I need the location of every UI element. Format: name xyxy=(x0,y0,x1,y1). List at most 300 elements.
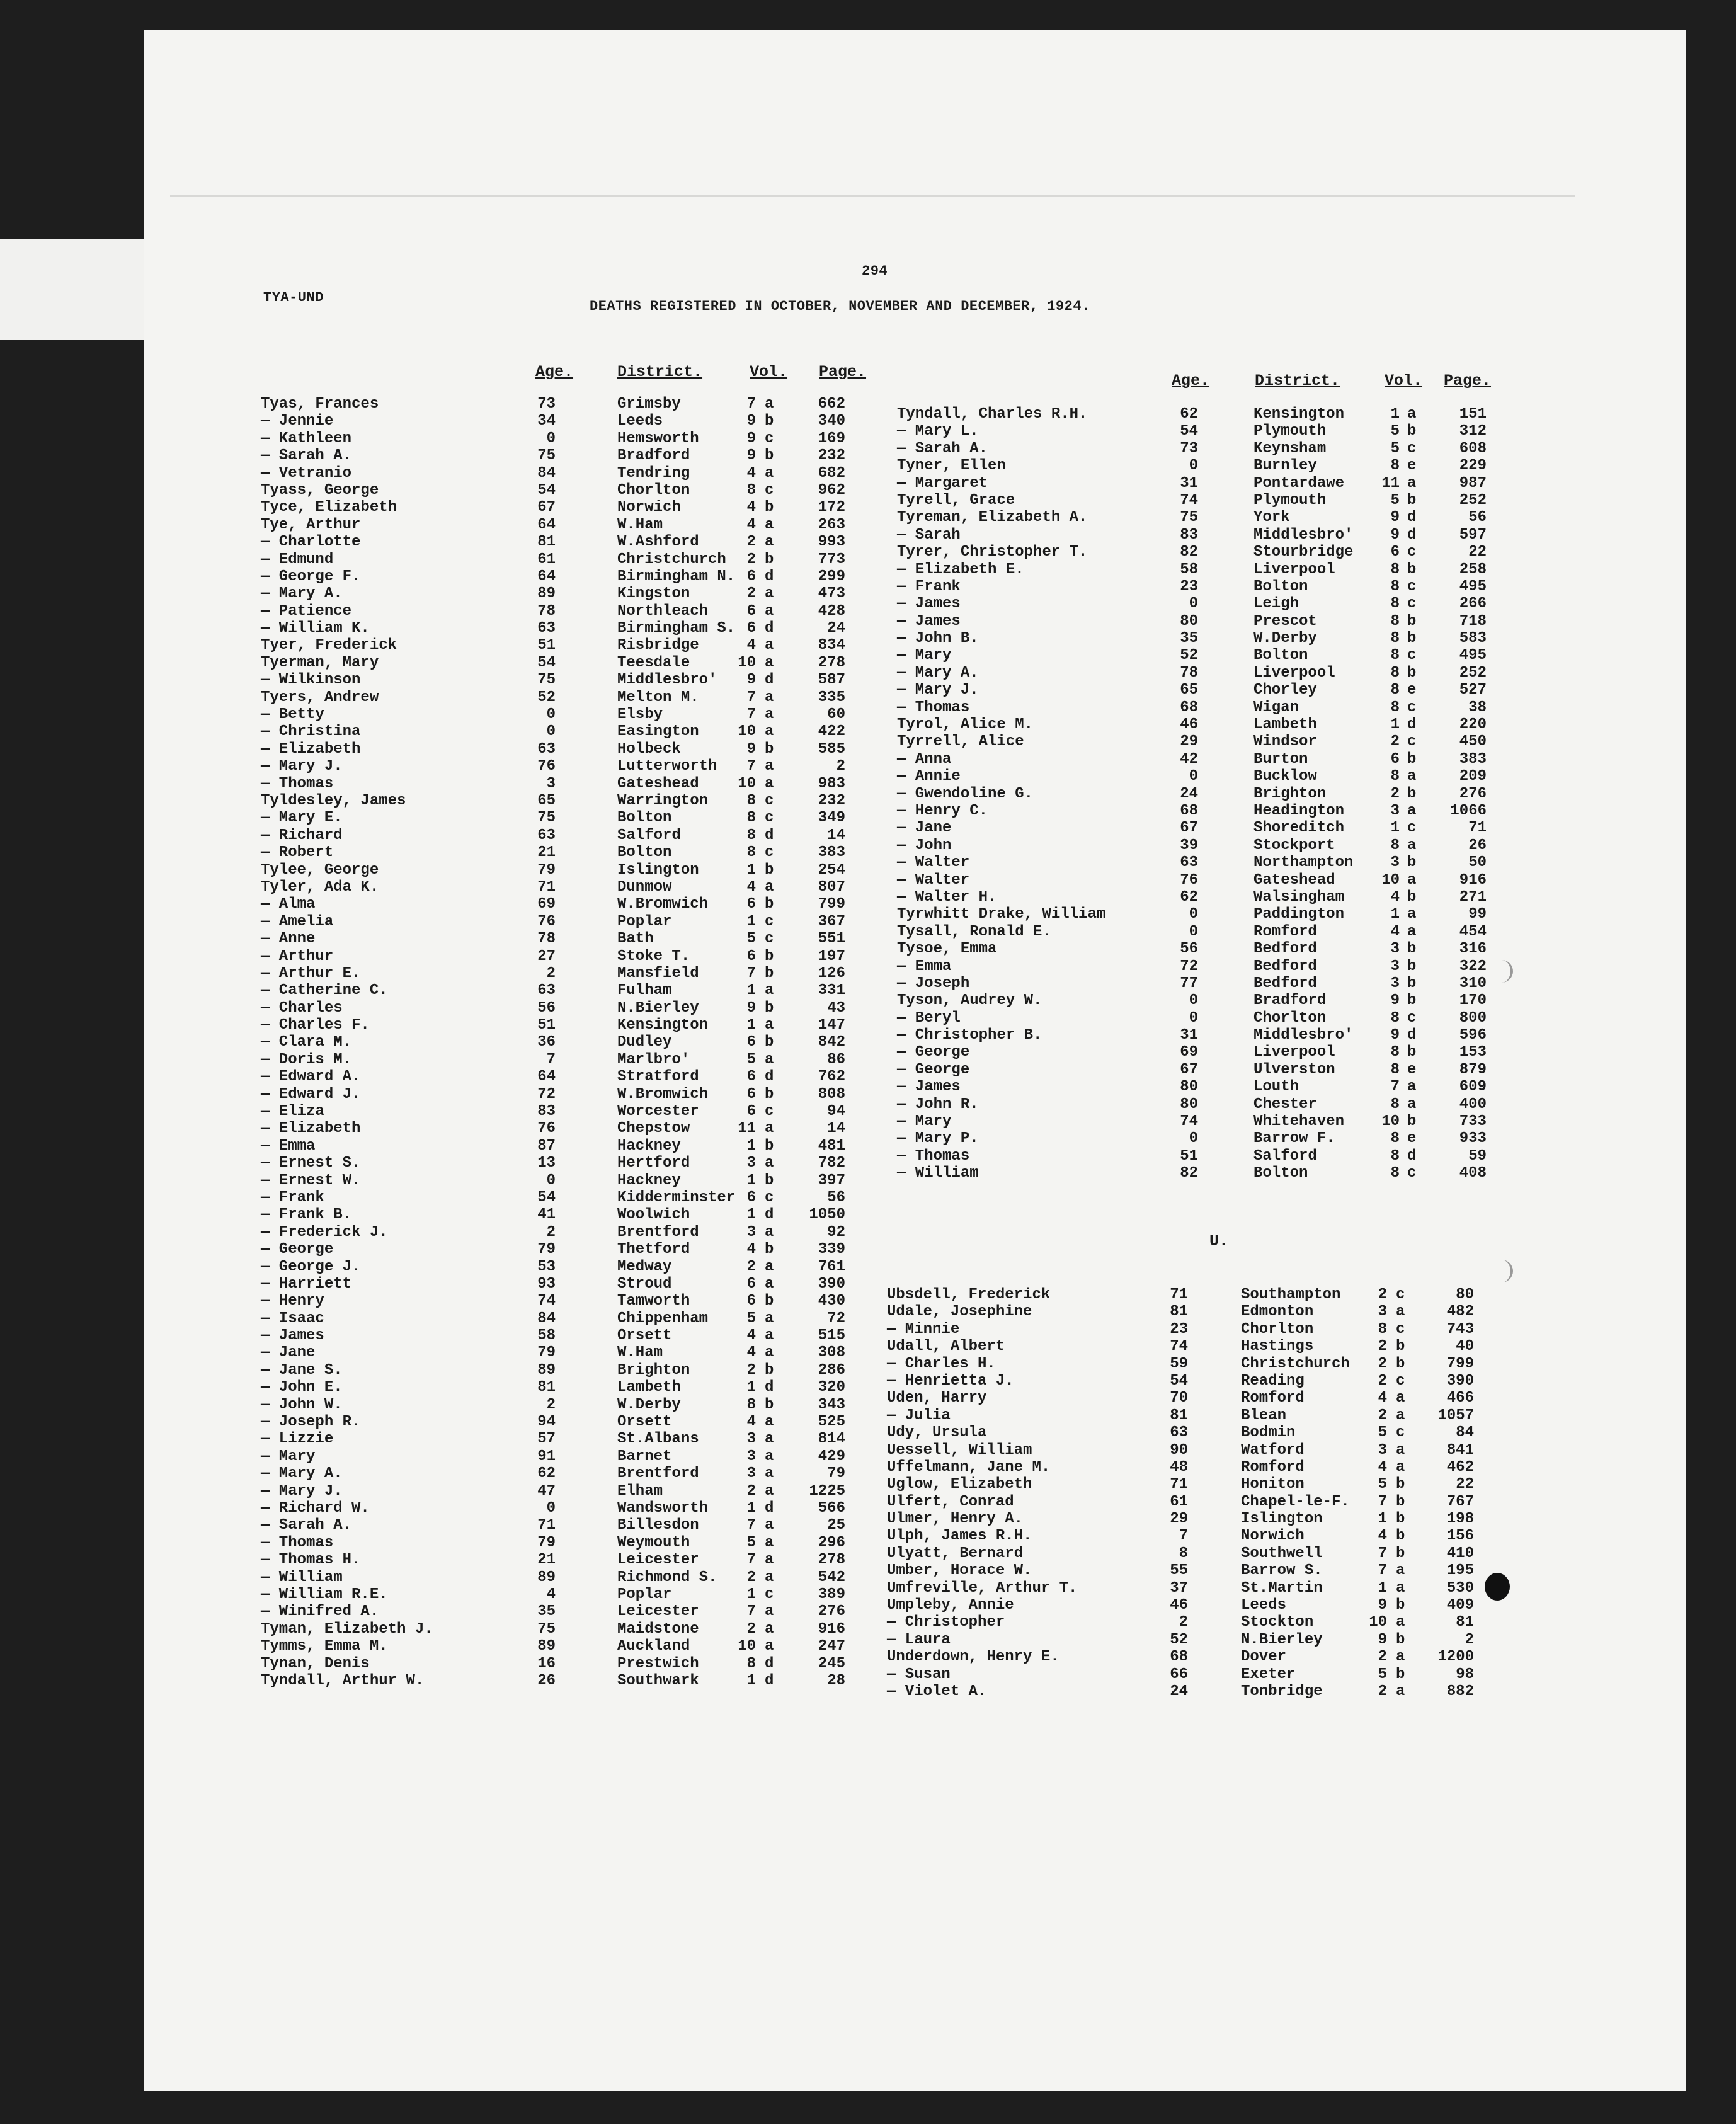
entry-page: 495 xyxy=(1459,578,1487,595)
register-row xyxy=(897,578,1502,595)
entry-page: 169 xyxy=(818,430,845,447)
entry-vol: 8 xyxy=(1390,1009,1400,1027)
entry-vol: 7 xyxy=(746,1603,756,1621)
entry-district: Northampton xyxy=(1253,854,1354,872)
entry-name: — James xyxy=(897,612,961,630)
entry-district: Burton xyxy=(1253,750,1308,768)
register-row xyxy=(261,844,865,861)
register-row xyxy=(897,699,1502,716)
register-row xyxy=(887,1321,1492,1338)
entry-district: Brighton xyxy=(1253,785,1327,802)
entry-letter: a xyxy=(765,1223,774,1241)
entry-vol: 9 xyxy=(746,999,756,1017)
register-row xyxy=(897,595,1502,612)
left-entry-list xyxy=(261,396,865,1689)
entry-letter: e xyxy=(1407,1130,1417,1148)
entry-page: 1225 xyxy=(809,1482,845,1500)
entry-page: 316 xyxy=(1459,940,1487,958)
entry-page: 530 xyxy=(1446,1579,1474,1597)
entry-age: 61 xyxy=(537,551,556,568)
entry-letter: a xyxy=(1396,1614,1405,1631)
entry-vol: 7 xyxy=(1390,1078,1400,1096)
entry-letter: a xyxy=(765,654,774,671)
entry-letter: d xyxy=(1407,509,1417,527)
entry-age: 63 xyxy=(1170,1424,1188,1442)
entry-page: 22 xyxy=(1456,1476,1474,1493)
entry-age: 81 xyxy=(1170,1407,1188,1424)
entry-name: Uglow, Elizabeth xyxy=(887,1476,1032,1493)
entry-letter: d xyxy=(1407,526,1417,544)
entry-district: Dudley xyxy=(617,1034,672,1051)
register-row xyxy=(897,527,1502,544)
entry-vol: 9 xyxy=(1390,992,1400,1010)
entry-vol: 4 xyxy=(746,878,756,896)
entry-district: Middlesbro' xyxy=(1253,526,1354,544)
entry-district: Grimsby xyxy=(617,396,681,413)
register-row xyxy=(261,1430,865,1447)
left-age-heading: Age. xyxy=(535,363,574,381)
entry-letter: b xyxy=(1407,992,1417,1010)
entry-page: 56 xyxy=(1468,509,1487,527)
entry-vol: 8 xyxy=(1390,1130,1400,1148)
entry-district: Easington xyxy=(617,723,699,741)
entry-name: Tyrwhitt Drake, William xyxy=(897,906,1106,923)
entry-name: Tyce, Elizabeth xyxy=(261,499,397,517)
entry-age: 27 xyxy=(537,947,556,965)
entry-letter: a xyxy=(1396,1441,1405,1459)
entry-age: 0 xyxy=(1189,923,1198,940)
entry-vol: 2 xyxy=(1378,1286,1387,1303)
register-row xyxy=(261,654,865,671)
entry-district: Keynsham xyxy=(1253,440,1327,457)
entry-letter: b xyxy=(765,1241,774,1259)
entry-page: 84 xyxy=(1456,1424,1474,1442)
page-title: DEATHS REGISTERED IN OCTOBER, NOVEMBER AND DECEMBER, 1924. xyxy=(590,299,1090,314)
entry-page: 389 xyxy=(818,1585,845,1603)
entry-name: Underdown, Henry E. xyxy=(887,1648,1059,1666)
entry-page: 495 xyxy=(1459,647,1487,665)
entry-letter: b xyxy=(765,1085,774,1103)
register-row xyxy=(261,758,865,775)
register-row xyxy=(887,1597,1492,1614)
register-row xyxy=(897,440,1502,457)
entry-vol: 4 xyxy=(1390,888,1400,906)
entry-age: 80 xyxy=(1180,612,1198,630)
entry-letter: b xyxy=(765,1034,774,1051)
register-row xyxy=(897,509,1502,526)
entry-vol: 2 xyxy=(1378,1355,1387,1373)
entry-vol: 1 xyxy=(746,1172,756,1189)
register-row xyxy=(897,716,1502,733)
entry-age: 76 xyxy=(537,1120,556,1138)
entry-district: Headington xyxy=(1253,802,1345,819)
entry-page: 583 xyxy=(1459,630,1487,648)
entry-page: 718 xyxy=(1459,612,1487,630)
entry-age: 37 xyxy=(1170,1579,1188,1597)
entry-page: 278 xyxy=(818,1551,845,1569)
entry-district: Blean xyxy=(1241,1407,1287,1424)
entry-age: 68 xyxy=(1180,802,1198,819)
entry-vol: 1 xyxy=(746,1379,756,1396)
entry-page: 232 xyxy=(818,447,845,465)
entry-letter: a xyxy=(1396,1390,1405,1407)
entry-age: 66 xyxy=(1170,1665,1188,1683)
entry-letter: a xyxy=(765,878,774,896)
entry-letter: c xyxy=(1407,699,1417,716)
entry-vol: 1 xyxy=(1390,716,1400,734)
entry-district: Chorlton xyxy=(617,481,690,499)
register-row xyxy=(887,1493,1492,1510)
entry-district: Risbridge xyxy=(617,637,699,654)
entry-page: 410 xyxy=(1446,1544,1474,1562)
entry-name: Tylee, George xyxy=(261,861,379,879)
entry-name: — Richard W. xyxy=(261,1500,370,1517)
entry-vol: 6 xyxy=(746,1068,756,1086)
entry-page: 320 xyxy=(818,1379,845,1396)
entry-district: Worcester xyxy=(617,1103,699,1121)
entry-district: Chippenham xyxy=(617,1310,709,1327)
entry-age: 24 xyxy=(1180,785,1198,802)
entry-letter: a xyxy=(1407,871,1417,889)
entry-age: 0 xyxy=(546,1500,556,1517)
register-row xyxy=(887,1356,1492,1373)
register-row xyxy=(261,913,865,930)
entry-name: Tyerman, Mary xyxy=(261,654,379,671)
entry-age: 89 xyxy=(537,1361,556,1379)
entry-vol: 4 xyxy=(746,637,756,654)
entry-letter: a xyxy=(765,1155,774,1172)
entry-age: 56 xyxy=(1180,940,1198,958)
entry-name: — Catherine C. xyxy=(261,982,388,1000)
entry-district: Kingston xyxy=(617,585,690,603)
register-row xyxy=(887,1459,1492,1476)
entry-name: Tyler, Ada K. xyxy=(261,878,379,896)
entry-age: 76 xyxy=(537,758,556,775)
entry-age: 64 xyxy=(537,1068,556,1086)
section-u-label: U. xyxy=(1209,1232,1229,1250)
register-row xyxy=(261,948,865,965)
entry-vol: 9 xyxy=(746,740,756,758)
entry-page: 987 xyxy=(1459,474,1487,492)
entry-letter: a xyxy=(765,1465,774,1483)
entry-letter: c xyxy=(765,844,774,862)
entry-page: 916 xyxy=(818,1620,845,1638)
register-row xyxy=(897,1027,1502,1044)
register-row xyxy=(261,465,865,482)
register-row xyxy=(261,1259,865,1276)
register-row xyxy=(897,768,1502,785)
entry-vol: 7 xyxy=(746,1517,756,1534)
register-row xyxy=(261,637,865,654)
entry-name: — Harriett xyxy=(261,1275,352,1293)
entry-age: 8 xyxy=(1179,1544,1188,1562)
entry-name: — Walter xyxy=(897,871,970,889)
entry-vol: 10 xyxy=(738,654,756,671)
entry-district: W.Derby xyxy=(617,1396,681,1413)
register-row xyxy=(897,665,1502,682)
entry-vol: 5 xyxy=(1378,1424,1387,1442)
entry-vol: 1 xyxy=(1390,906,1400,923)
entry-name: — Sarah A. xyxy=(261,447,352,465)
entry-district: Dunmow xyxy=(617,878,672,896)
entry-page: 841 xyxy=(1446,1441,1474,1459)
register-row xyxy=(261,741,865,758)
entry-age: 46 xyxy=(1180,716,1198,734)
entry-name: — Elizabeth E. xyxy=(897,561,1024,578)
entry-name: Udale, Josephine xyxy=(887,1303,1032,1321)
register-row xyxy=(887,1286,1492,1303)
entry-district: Brighton xyxy=(617,1361,690,1379)
entry-name: Tymms, Emma M. xyxy=(261,1638,388,1655)
entry-name: — Edward A. xyxy=(261,1068,361,1086)
entry-district: Salford xyxy=(1253,1147,1317,1165)
entry-age: 54 xyxy=(537,1189,556,1206)
entry-age: 52 xyxy=(537,688,556,706)
entry-name: — Clara M. xyxy=(261,1034,352,1051)
entry-age: 77 xyxy=(1180,974,1198,992)
entry-vol: 8 xyxy=(1390,578,1400,595)
entry-vol: 10 xyxy=(738,723,756,741)
entry-name: — Ernest S. xyxy=(261,1155,361,1172)
entry-age: 71 xyxy=(1170,1476,1188,1493)
entry-page: 147 xyxy=(818,1017,845,1034)
entry-letter: a xyxy=(765,1551,774,1569)
entry-letter: d xyxy=(765,1379,774,1396)
entry-age: 13 xyxy=(537,1155,556,1172)
entry-age: 89 xyxy=(537,1638,556,1655)
entry-vol: 10 xyxy=(1381,871,1400,889)
entry-name: Tyson, Audrey W. xyxy=(897,992,1042,1010)
entry-name: Tyrer, Christopher T. xyxy=(897,544,1088,561)
register-row xyxy=(261,827,865,844)
entry-vol: 1 xyxy=(1378,1579,1387,1597)
entry-page: 278 xyxy=(818,654,845,671)
entry-district: W.Ashford xyxy=(617,534,699,551)
entry-letter: d xyxy=(765,1655,774,1672)
entry-age: 84 xyxy=(537,464,556,482)
entry-page: 551 xyxy=(818,930,845,948)
entry-vol: 9 xyxy=(746,430,756,447)
entry-age: 67 xyxy=(1180,819,1198,837)
entry-page: 263 xyxy=(818,516,845,534)
entry-district: Christchurch xyxy=(617,551,726,568)
entry-name: — James xyxy=(897,595,961,613)
entry-name: — Mary xyxy=(897,647,952,665)
entry-name: — Elizabeth xyxy=(261,1120,361,1138)
entry-vol: 10 xyxy=(738,1638,756,1655)
entry-age: 67 xyxy=(1180,1061,1198,1078)
entry-name: Tyman, Elizabeth J. xyxy=(261,1620,433,1638)
entry-name: Tyers, Andrew xyxy=(261,688,379,706)
entry-age: 46 xyxy=(1170,1597,1188,1614)
entry-name: — Joseph xyxy=(897,974,970,992)
entry-page: 322 xyxy=(1459,957,1487,975)
entry-district: Maidstone xyxy=(617,1620,699,1638)
entry-name: — Charles H. xyxy=(887,1355,996,1373)
entry-age: 63 xyxy=(537,620,556,637)
entry-page: 349 xyxy=(818,809,845,827)
entry-district: Melton M. xyxy=(617,688,699,706)
register-row xyxy=(261,603,865,620)
register-row xyxy=(887,1631,1492,1648)
entry-district: Elsby xyxy=(617,706,663,724)
entry-name: — Henry C. xyxy=(897,802,988,819)
entry-vol: 8 xyxy=(1390,1044,1400,1061)
register-row xyxy=(261,930,865,947)
entry-vol: 3 xyxy=(1378,1441,1387,1459)
entry-letter: a xyxy=(1396,1407,1405,1424)
entry-letter: a xyxy=(765,1430,774,1448)
entry-page: 596 xyxy=(1459,1027,1487,1044)
entry-age: 74 xyxy=(1170,1338,1188,1356)
entry-page: 933 xyxy=(1459,1130,1487,1148)
entry-letter: a xyxy=(765,396,774,413)
entry-name: — Edmund xyxy=(261,551,334,568)
entry-page: 482 xyxy=(1446,1303,1474,1321)
entry-age: 52 xyxy=(1180,647,1198,665)
register-row xyxy=(261,1551,865,1568)
entry-age: 76 xyxy=(537,913,556,930)
left-page-heading: Page. xyxy=(819,363,867,381)
entry-age: 64 xyxy=(537,568,556,585)
entry-district: Honiton xyxy=(1241,1476,1305,1493)
entry-district: Salford xyxy=(617,826,681,844)
entry-page: 271 xyxy=(1459,888,1487,906)
entry-district: W.Ham xyxy=(617,516,663,534)
register-row xyxy=(261,1534,865,1551)
entry-age: 63 xyxy=(537,982,556,1000)
entry-letter: b xyxy=(765,740,774,758)
entry-page: 409 xyxy=(1446,1597,1474,1614)
register-row xyxy=(261,430,865,447)
entry-vol: 3 xyxy=(1378,1303,1387,1321)
entry-page: 587 xyxy=(818,671,845,689)
entry-district: Richmond S. xyxy=(617,1568,717,1586)
register-row xyxy=(897,940,1502,957)
entry-vol: 2 xyxy=(1378,1372,1387,1390)
entry-name: — Elizabeth xyxy=(261,740,361,758)
entry-district: Romford xyxy=(1241,1390,1305,1407)
entry-age: 93 xyxy=(537,1275,556,1293)
entry-age: 62 xyxy=(1180,888,1198,906)
entry-age: 21 xyxy=(537,1551,556,1569)
entry-page: 209 xyxy=(1459,768,1487,785)
entry-district: Chester xyxy=(1253,1095,1317,1113)
entry-name: — Mary xyxy=(897,1113,952,1131)
entry-letter: c xyxy=(1396,1424,1405,1442)
entry-district: Poplar xyxy=(617,1585,672,1603)
entry-vol: 1 xyxy=(1390,819,1400,837)
register-row xyxy=(887,1390,1492,1407)
entry-district: Lambeth xyxy=(1253,716,1317,734)
entry-vol: 6 xyxy=(746,1034,756,1051)
entry-district: Middlesbro' xyxy=(617,671,717,689)
entry-age: 36 xyxy=(537,1034,556,1051)
entry-name: — Joseph R. xyxy=(261,1413,361,1431)
entry-district: Lutterworth xyxy=(617,758,717,775)
register-row xyxy=(887,1545,1492,1562)
entry-age: 7 xyxy=(1179,1527,1188,1545)
entry-district: Edmonton xyxy=(1241,1303,1314,1321)
entry-page: 286 xyxy=(818,1361,845,1379)
entry-page: 481 xyxy=(818,1137,845,1155)
entry-letter: c xyxy=(1407,544,1417,561)
entry-letter: a xyxy=(1396,1303,1405,1321)
entry-letter: b xyxy=(765,413,774,430)
entry-vol: 4 xyxy=(746,499,756,517)
entry-letter: d xyxy=(765,1500,774,1517)
entry-vol: 2 xyxy=(746,534,756,551)
entry-page: 276 xyxy=(1459,785,1487,802)
register-row xyxy=(897,630,1502,647)
entry-vol: 2 xyxy=(746,1258,756,1276)
entry-vol: 5 xyxy=(1390,491,1400,509)
right-district-heading: District. xyxy=(1255,372,1340,390)
entry-district: Teesdale xyxy=(617,654,690,671)
register-row xyxy=(887,1527,1492,1544)
entry-age: 65 xyxy=(1180,682,1198,699)
entry-district: Stockton xyxy=(1241,1614,1314,1631)
entry-district: Lambeth xyxy=(617,1379,681,1396)
entry-name: Tyndall, Arthur W. xyxy=(261,1672,425,1689)
entry-district: Wigan xyxy=(1253,699,1299,716)
entry-district: Prestwich xyxy=(617,1655,699,1672)
register-row xyxy=(887,1648,1492,1665)
entry-page: 662 xyxy=(818,396,845,413)
entry-letter: b xyxy=(1407,1113,1417,1131)
entry-vol: 10 xyxy=(1369,1614,1387,1631)
entry-age: 65 xyxy=(537,792,556,809)
entry-vol: 9 xyxy=(746,413,756,430)
entry-name: — Frank xyxy=(261,1189,324,1206)
entry-age: 2 xyxy=(546,1223,556,1241)
entry-vol: 4 xyxy=(1378,1527,1387,1545)
entry-name: — William xyxy=(897,1165,979,1182)
entry-vol: 2 xyxy=(746,1568,756,1586)
register-row xyxy=(261,1517,865,1534)
entry-vol: 9 xyxy=(1390,526,1400,544)
entry-district: W.Derby xyxy=(1253,630,1317,648)
entry-age: 24 xyxy=(1170,1682,1188,1700)
entry-vol: 6 xyxy=(746,1275,756,1293)
entry-letter: b xyxy=(765,1361,774,1379)
entry-page: 1066 xyxy=(1450,802,1487,819)
entry-district: Kidderminster xyxy=(617,1189,736,1206)
entry-vol: 4 xyxy=(1390,923,1400,940)
entry-age: 23 xyxy=(1180,578,1198,595)
entry-district: Bolton xyxy=(1253,647,1308,665)
entry-district: Islington xyxy=(1241,1510,1323,1528)
entry-vol: 2 xyxy=(746,1482,756,1500)
register-row xyxy=(261,1293,865,1310)
entry-vol: 9 xyxy=(1378,1597,1387,1614)
register-row xyxy=(261,1448,865,1465)
entry-vol: 5 xyxy=(1390,423,1400,440)
entry-page: 56 xyxy=(827,1189,845,1206)
entry-letter: a xyxy=(1396,1458,1405,1476)
entry-vol: 7 xyxy=(746,1551,756,1569)
entry-vol: 3 xyxy=(746,1223,756,1241)
register-row xyxy=(897,682,1502,699)
entry-letter: c xyxy=(1407,595,1417,613)
entry-age: 0 xyxy=(546,706,556,724)
entry-district: Romford xyxy=(1253,923,1317,940)
entry-letter: c xyxy=(765,1585,774,1603)
entry-name: Tyer, Frederick xyxy=(261,637,397,654)
entry-letter: b xyxy=(765,1137,774,1155)
register-row xyxy=(261,775,865,792)
entry-name: Tynan, Denis xyxy=(261,1655,370,1672)
